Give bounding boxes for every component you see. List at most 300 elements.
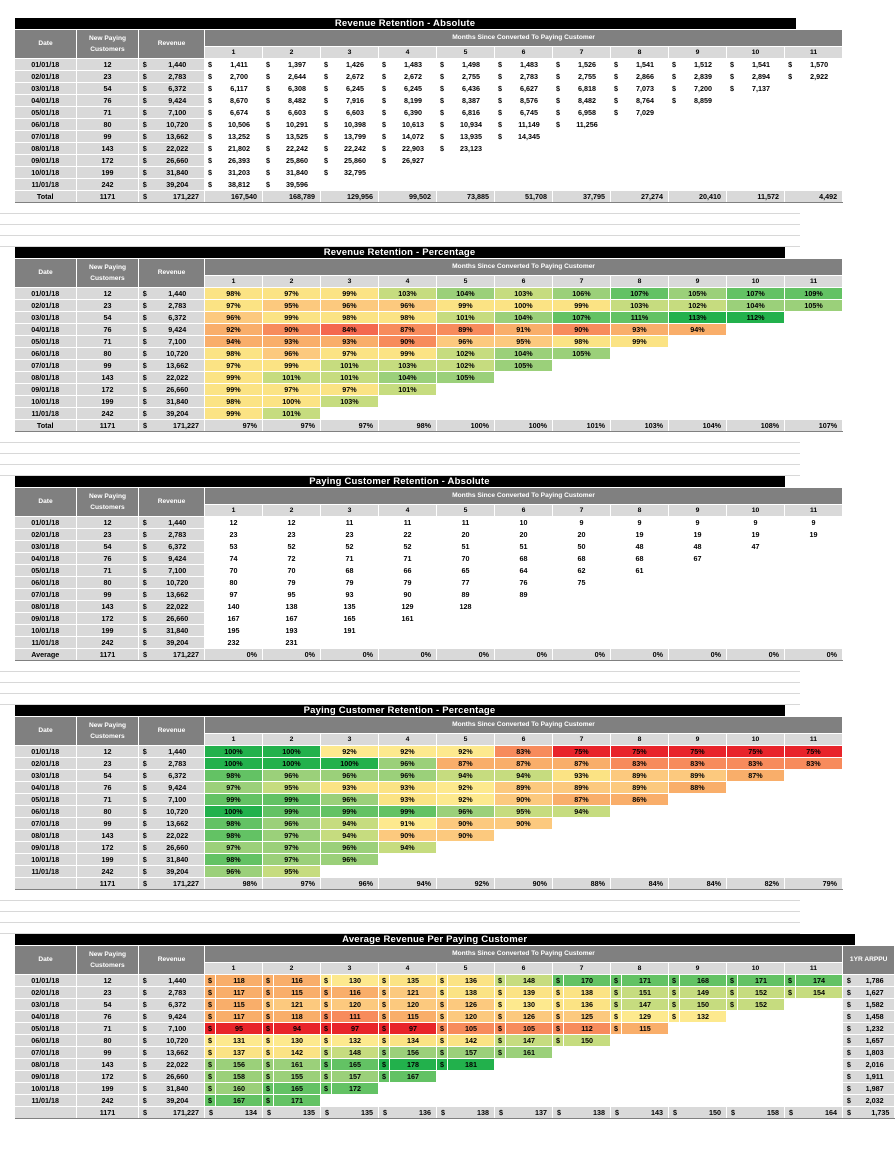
data-cell: 149 <box>680 987 727 999</box>
cell-currency-symbol <box>611 131 622 143</box>
data-cell <box>622 1071 669 1083</box>
cell-currency-symbol: $ <box>437 1011 448 1023</box>
new-paying-customers-cell: 76 <box>77 324 139 336</box>
month-col-header-3: 3 <box>321 47 379 59</box>
data-cell <box>611 866 669 878</box>
col-header-1yr-arppu: 1YR ARPPU <box>843 946 895 975</box>
data-cell: 12 <box>205 517 263 529</box>
col-header-months-since: Months Since Converted To Paying Customer <box>205 488 843 505</box>
cell-currency-symbol <box>785 155 796 167</box>
cell-currency-symbol: $ <box>553 999 564 1011</box>
data-cell <box>669 372 727 384</box>
data-cell: 99% <box>205 372 263 384</box>
data-cell <box>738 155 785 167</box>
currency-symbol: $ <box>139 1035 151 1047</box>
footer-cell: 107% <box>785 420 843 432</box>
data-cell: 67 <box>669 553 727 565</box>
data-cell <box>506 167 553 179</box>
data-cell <box>727 324 785 336</box>
data-cell <box>669 613 727 625</box>
data-cell <box>321 408 379 420</box>
footer-cell: 0% <box>727 649 785 661</box>
data-cell <box>437 625 495 637</box>
cell-currency-symbol: $ <box>205 107 216 119</box>
data-cell: 9 <box>553 517 611 529</box>
footer-cell: 98% <box>205 878 263 890</box>
data-cell <box>785 541 843 553</box>
cell-currency-symbol: $ <box>437 107 448 119</box>
footer-currency-symbol <box>321 191 332 203</box>
cell-currency-symbol <box>785 179 796 191</box>
footer-cell: 100% <box>437 420 495 432</box>
data-cell <box>738 95 785 107</box>
empty-sheet-row <box>0 661 800 672</box>
table-row <box>15 1047 895 1059</box>
cell-currency-symbol <box>553 131 564 143</box>
data-cell: 98% <box>379 312 437 324</box>
data-cell: 105 <box>448 1023 495 1035</box>
data-cell: 97 <box>390 1023 437 1035</box>
revenue-cell: 6,372 <box>151 999 205 1011</box>
cohort-date-cell: 07/01/18 <box>15 818 77 830</box>
data-cell <box>622 1095 669 1107</box>
footer-cell: 150 <box>680 1107 727 1119</box>
data-cell: 99% <box>437 300 495 312</box>
cell-currency-symbol: $ <box>205 1095 216 1107</box>
data-cell: 11 <box>379 517 437 529</box>
data-cell: 115 <box>390 1011 437 1023</box>
data-cell: 99% <box>321 806 379 818</box>
footer-arppu-total: 1,735 <box>855 1107 895 1119</box>
data-cell <box>669 601 727 613</box>
cell-currency-symbol <box>611 119 622 131</box>
data-cell <box>669 806 727 818</box>
table-row <box>15 119 843 131</box>
data-cell <box>669 842 727 854</box>
table-row <box>15 541 843 553</box>
currency-symbol: $ <box>139 625 151 637</box>
data-cell <box>669 360 727 372</box>
currency-symbol: $ <box>139 324 151 336</box>
table-footer-row <box>15 420 843 432</box>
data-cell <box>785 854 843 866</box>
currency-symbol: $ <box>139 999 151 1011</box>
arppu-currency-symbol: $ <box>843 987 855 999</box>
cell-currency-symbol: $ <box>205 1047 216 1059</box>
data-cell: 105% <box>437 372 495 384</box>
footer-currency-symbol: $ <box>611 1107 622 1119</box>
cell-currency-symbol: $ <box>495 1011 506 1023</box>
table-title: Revenue Retention - Absolute <box>15 18 796 30</box>
data-cell: 96% <box>437 806 495 818</box>
new-paying-customers-cell: 172 <box>77 613 139 625</box>
new-paying-customers-cell: 199 <box>77 625 139 637</box>
data-cell <box>796 167 843 179</box>
cell-currency-symbol: $ <box>263 1035 274 1047</box>
data-cell: 83% <box>727 758 785 770</box>
data-cell: 99% <box>263 794 321 806</box>
data-cell: 2,672 <box>390 71 437 83</box>
data-cell: 104% <box>495 348 553 360</box>
currency-symbol: $ <box>139 746 151 758</box>
revenue-cell: 7,100 <box>151 794 205 806</box>
data-cell <box>680 1023 727 1035</box>
data-cell <box>785 360 843 372</box>
data-cell <box>796 107 843 119</box>
data-cell: 96% <box>437 336 495 348</box>
month-col-header-4: 4 <box>379 276 437 288</box>
data-cell <box>553 866 611 878</box>
new-paying-customers-cell: 12 <box>77 288 139 300</box>
data-cell: 89% <box>553 782 611 794</box>
currency-symbol: $ <box>139 384 151 396</box>
table-row <box>15 179 843 191</box>
cell-currency-symbol <box>669 1035 680 1047</box>
col-header-date: Date <box>15 488 77 517</box>
data-cell <box>332 179 379 191</box>
data-cell: 68 <box>495 553 553 565</box>
cell-currency-symbol <box>785 1083 796 1095</box>
data-cell <box>321 637 379 649</box>
data-cell: 95% <box>263 782 321 794</box>
data-cell: 13,252 <box>216 131 263 143</box>
data-cell: 89% <box>495 782 553 794</box>
data-cell: 90% <box>553 324 611 336</box>
data-cell <box>680 143 727 155</box>
revenue-cell: 22,022 <box>151 601 205 613</box>
revenue-cell: 10,720 <box>151 119 205 131</box>
data-cell: 1,426 <box>332 59 379 71</box>
cell-currency-symbol: $ <box>321 155 332 167</box>
data-cell: 142 <box>274 1047 321 1059</box>
footer-currency-symbol <box>379 191 390 203</box>
data-cell: 10 <box>495 517 553 529</box>
revenue-cell: 10,720 <box>151 577 205 589</box>
data-cell: 89% <box>437 324 495 336</box>
data-cell <box>390 179 437 191</box>
cell-currency-symbol: $ <box>205 1059 216 1071</box>
cell-currency-symbol: $ <box>379 987 390 999</box>
data-cell: 99% <box>553 300 611 312</box>
footer-arppu-currency: $ <box>843 1107 855 1119</box>
month-col-header-11: 11 <box>785 734 843 746</box>
cell-currency-symbol <box>553 179 564 191</box>
table-footer-row <box>15 1107 895 1119</box>
cell-currency-symbol: $ <box>611 59 622 71</box>
revenue-cell: 9,424 <box>151 553 205 565</box>
cell-currency-symbol: $ <box>205 1023 216 1035</box>
cell-currency-symbol: $ <box>495 107 506 119</box>
revenue-cell: 1,440 <box>151 59 205 71</box>
cohort-date-cell: 10/01/18 <box>15 396 77 408</box>
revenue-cell: 13,662 <box>151 360 205 372</box>
month-col-header-3: 3 <box>321 963 379 975</box>
data-cell: 181 <box>448 1059 495 1071</box>
table-row <box>15 782 843 794</box>
data-cell: 165 <box>332 1059 379 1071</box>
cell-currency-symbol <box>437 1083 448 1095</box>
table-row <box>15 1011 895 1023</box>
data-cell <box>796 155 843 167</box>
data-cell: 107% <box>611 288 669 300</box>
data-cell: 8,764 <box>622 95 669 107</box>
footer-currency-symbol <box>437 191 448 203</box>
data-cell: 75 <box>553 577 611 589</box>
data-cell: 61 <box>611 565 669 577</box>
new-paying-customers-cell: 54 <box>77 83 139 95</box>
data-cell: 104% <box>379 372 437 384</box>
month-col-header-8: 8 <box>611 276 669 288</box>
data-cell: 99% <box>379 348 437 360</box>
data-cell: 100% <box>205 746 263 758</box>
data-cell <box>495 637 553 649</box>
currency-symbol: $ <box>139 842 151 854</box>
month-col-header-4: 4 <box>379 734 437 746</box>
cell-currency-symbol <box>669 179 680 191</box>
cell-currency-symbol <box>727 131 738 143</box>
month-col-header-8: 8 <box>611 47 669 59</box>
data-cell <box>727 348 785 360</box>
cell-currency-symbol: $ <box>437 119 448 131</box>
data-cell: 125 <box>564 1011 611 1023</box>
revenue-cell: 2,783 <box>151 71 205 83</box>
revenue-cell: 7,100 <box>151 336 205 348</box>
cell-currency-symbol: $ <box>321 131 332 143</box>
data-cell <box>727 577 785 589</box>
cohort-date-cell: 01/01/18 <box>15 517 77 529</box>
data-cell: 9 <box>727 517 785 529</box>
data-cell: 96% <box>263 348 321 360</box>
data-cell: 94% <box>379 842 437 854</box>
data-cell: 128 <box>437 601 495 613</box>
cohort-date-cell: 01/01/18 <box>15 59 77 71</box>
data-cell: 38,812 <box>216 179 263 191</box>
table-row <box>15 999 895 1011</box>
data-cell: 92% <box>437 794 495 806</box>
footer-currency-symbol: $ <box>139 1107 151 1119</box>
data-cell: 195 <box>205 625 263 637</box>
data-cell: 120 <box>390 999 437 1011</box>
data-cell: 91% <box>379 818 437 830</box>
cell-currency-symbol: $ <box>553 1035 564 1047</box>
table-row <box>15 59 843 71</box>
cell-currency-symbol: $ <box>205 71 216 83</box>
cell-currency-symbol: $ <box>553 987 564 999</box>
currency-symbol: $ <box>139 95 151 107</box>
data-cell: 7,916 <box>332 95 379 107</box>
cell-currency-symbol <box>727 143 738 155</box>
month-col-header-3: 3 <box>321 276 379 288</box>
cell-currency-symbol: $ <box>321 1071 332 1083</box>
data-cell <box>796 999 843 1011</box>
data-cell: 6,603 <box>332 107 379 119</box>
cell-currency-symbol <box>785 1047 796 1059</box>
cell-currency-symbol <box>727 119 738 131</box>
table-row <box>15 1083 895 1095</box>
data-cell: 101% <box>263 372 321 384</box>
cell-currency-symbol: $ <box>553 1011 564 1023</box>
footer-label: Average <box>15 649 77 661</box>
data-cell <box>321 866 379 878</box>
data-cell: 100% <box>205 806 263 818</box>
data-cell: 97% <box>205 300 263 312</box>
data-cell <box>669 589 727 601</box>
new-paying-customers-cell: 23 <box>77 987 139 999</box>
data-cell: 95% <box>495 336 553 348</box>
data-cell: 98% <box>205 770 263 782</box>
cohort-date-cell: 05/01/18 <box>15 1023 77 1035</box>
data-cell: 178 <box>390 1059 437 1071</box>
data-cell <box>785 782 843 794</box>
data-cell: 142 <box>448 1035 495 1047</box>
arppu-cell: 1,627 <box>855 987 895 999</box>
data-cell: 115 <box>622 1023 669 1035</box>
footer-cell: 168,789 <box>274 191 321 203</box>
currency-symbol: $ <box>139 155 151 167</box>
data-cell: 75% <box>611 746 669 758</box>
data-cell: 97% <box>205 360 263 372</box>
data-cell: 8,199 <box>390 95 437 107</box>
data-cell: 100% <box>321 758 379 770</box>
cell-currency-symbol: $ <box>263 987 274 999</box>
month-col-header-9: 9 <box>669 963 727 975</box>
data-cell: 51 <box>495 541 553 553</box>
data-cell <box>669 396 727 408</box>
new-paying-customers-cell: 143 <box>77 372 139 384</box>
data-cell <box>611 577 669 589</box>
new-paying-customers-cell: 12 <box>77 746 139 758</box>
revenue-cell: 7,100 <box>151 107 205 119</box>
data-cell <box>796 1059 843 1071</box>
arppu-cell: 1,458 <box>855 1011 895 1023</box>
month-col-header-5: 5 <box>437 963 495 975</box>
month-col-header-11: 11 <box>785 963 843 975</box>
data-cell <box>495 396 553 408</box>
cohort-date-cell: 02/01/18 <box>15 758 77 770</box>
data-cell <box>727 782 785 794</box>
arppu-cell: 2,032 <box>855 1095 895 1107</box>
cell-currency-symbol: $ <box>321 167 332 179</box>
revenue-cell: 22,022 <box>151 372 205 384</box>
currency-symbol: $ <box>139 517 151 529</box>
cell-currency-symbol <box>611 1071 622 1083</box>
data-cell <box>448 1083 495 1095</box>
cell-currency-symbol <box>553 143 564 155</box>
data-cell <box>738 1083 785 1095</box>
data-cell: 135 <box>321 601 379 613</box>
data-cell: 92% <box>321 746 379 758</box>
month-col-header-6: 6 <box>495 47 553 59</box>
data-cell <box>727 625 785 637</box>
data-cell: 6,245 <box>390 83 437 95</box>
empty-sheet-row <box>0 214 800 225</box>
arppu-cell: 1,803 <box>855 1047 895 1059</box>
cohort-date-cell: 03/01/18 <box>15 83 77 95</box>
month-col-header-4: 4 <box>379 963 437 975</box>
data-cell <box>785 806 843 818</box>
new-paying-customers-cell: 143 <box>77 1059 139 1071</box>
cell-currency-symbol: $ <box>437 987 448 999</box>
data-cell: 75% <box>553 746 611 758</box>
revenue-cell: 2,783 <box>151 300 205 312</box>
cell-currency-symbol: $ <box>785 59 796 71</box>
cell-currency-symbol: $ <box>205 131 216 143</box>
cell-currency-symbol: $ <box>669 987 680 999</box>
new-paying-customers-cell: 54 <box>77 770 139 782</box>
table-row <box>15 396 843 408</box>
revenue-cell: 31,840 <box>151 854 205 866</box>
cell-currency-symbol: $ <box>669 83 680 95</box>
month-col-header-6: 6 <box>495 276 553 288</box>
cell-currency-symbol <box>785 83 796 95</box>
data-cell <box>785 348 843 360</box>
data-cell: 90% <box>437 818 495 830</box>
data-cell: 129 <box>379 601 437 613</box>
data-cell: 83% <box>495 746 553 758</box>
data-cell <box>738 1011 785 1023</box>
data-cell: 96% <box>205 312 263 324</box>
footer-cell: 104% <box>669 420 727 432</box>
data-cell: 8,670 <box>216 95 263 107</box>
data-cell <box>506 1059 553 1071</box>
data-cell <box>448 179 495 191</box>
data-cell: 116 <box>274 975 321 987</box>
col-header-date: Date <box>15 946 77 975</box>
new-paying-customers-cell: 172 <box>77 155 139 167</box>
cell-currency-symbol: $ <box>495 999 506 1011</box>
arppu-cell: 1,987 <box>855 1083 895 1095</box>
month-col-header-1: 1 <box>205 505 263 517</box>
data-cell: 113% <box>669 312 727 324</box>
cohort-date-cell: 04/01/18 <box>15 95 77 107</box>
data-cell <box>669 854 727 866</box>
data-cell: 83% <box>669 758 727 770</box>
data-cell: 126 <box>448 999 495 1011</box>
footer-cell: 84% <box>669 878 727 890</box>
footer-cell: 108% <box>727 420 785 432</box>
new-paying-customers-cell: 23 <box>77 300 139 312</box>
arppu-cell: 1,232 <box>855 1023 895 1035</box>
col-header-new-paying-customers: New Paying Customers <box>77 946 139 975</box>
table-row <box>15 372 843 384</box>
empty-sheet-row <box>0 694 800 705</box>
data-cell: 90% <box>495 818 553 830</box>
cohort-date-cell: 09/01/18 <box>15 384 77 396</box>
data-cell <box>390 167 437 179</box>
data-cell: 137 <box>216 1047 263 1059</box>
data-cell: 9 <box>785 517 843 529</box>
cohort-date-cell: 05/01/18 <box>15 794 77 806</box>
data-cell <box>680 155 727 167</box>
data-cell <box>727 396 785 408</box>
cell-currency-symbol: $ <box>553 59 564 71</box>
data-cell: 13,799 <box>332 131 379 143</box>
data-cell <box>495 866 553 878</box>
table-row <box>15 770 843 782</box>
data-cell: 68 <box>553 553 611 565</box>
revenue-cell: 39,204 <box>151 408 205 420</box>
cell-currency-symbol <box>611 167 622 179</box>
footer-currency-symbol: $ <box>139 191 151 203</box>
cell-currency-symbol <box>495 1059 506 1071</box>
month-col-header-8: 8 <box>611 963 669 975</box>
footer-cell: 101% <box>553 420 611 432</box>
cell-currency-symbol: $ <box>263 131 274 143</box>
footer-cell: 27,274 <box>622 191 669 203</box>
revenue-cell: 6,372 <box>151 770 205 782</box>
cell-currency-symbol: $ <box>379 59 390 71</box>
empty-sheet-row <box>0 454 800 465</box>
